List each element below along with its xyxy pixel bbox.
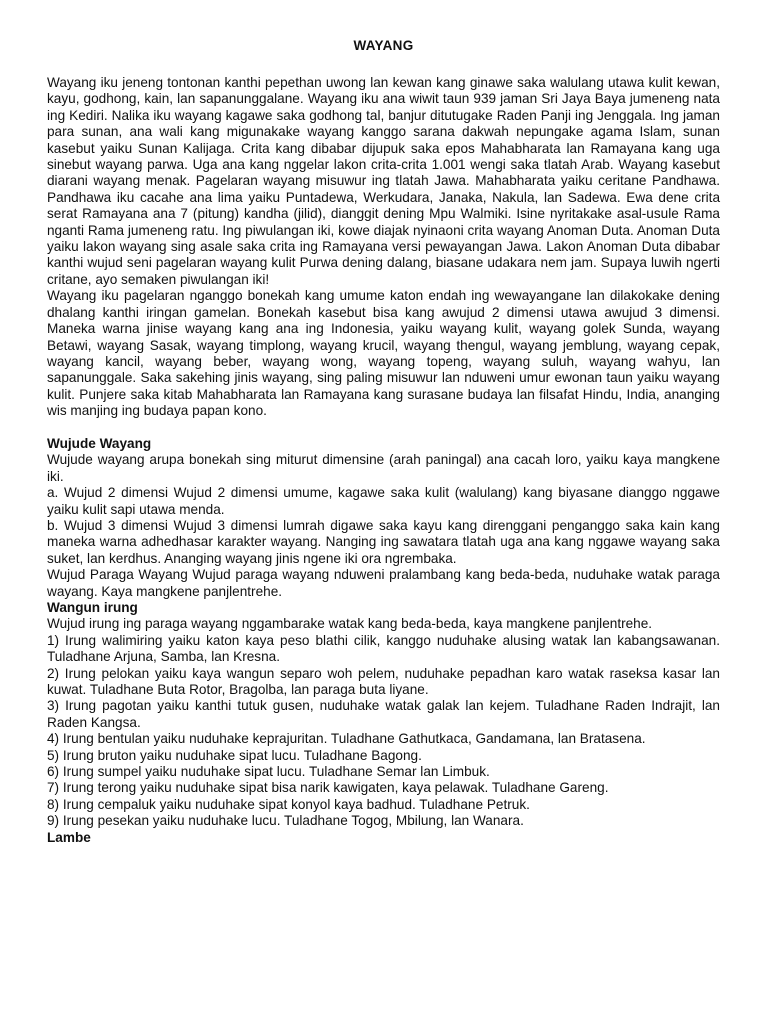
list-item: 1) Irung walimiring yaiku katon kaya peso blathi cilik, kanggo nuduhake alusing watak lan kabangsawanan. Tuladhane Arjuna, Samba, lan Kresna. xyxy=(47,632,720,665)
paragraph-wujude-a: a. Wujud 2 dimensi Wujud 2 dimensi umume, kagawe saka kulit (walulang) kang biyasane dianggo nggawe yaiku kulit sapi utawa menda. xyxy=(47,485,720,517)
paragraph-wujude-b: b. Wujud 3 dimensi Wujud 3 dimensi lumrah digawe saka kayu kang direnggani penganggo saka kain kang maneka warna adhedhasar karakter wayang. Nanging ing sawatara tlatah uga ana kang nggawe wayang saka suket, lan kerdhus. Ananging wayang jinis ngene iki ora ngrembaka. xyxy=(47,517,720,566)
blank-line xyxy=(47,420,720,436)
paragraph-wujude-intro: Wujude wayang arupa bonekah sing miturut dimensine (arah paningal) ana cacah loro, yaiku kaya mangkene iki. xyxy=(47,452,720,484)
list-item: 6) Irung sumpel yaiku nuduhake sipat lucu. Tuladhane Semar lan Limbuk. xyxy=(47,764,490,780)
paragraph-irung-intro: Wujud irung ing paraga wayang nggambarake watak kang beda-beda, kaya mangkene panjlentrehe. xyxy=(47,616,653,632)
list-item: 8) Irung cempaluk yaiku nuduhake sipat konyol kaya badhud. Tuladhane Petruk. xyxy=(47,796,530,812)
list-item: 2) Irung pelokan yaiku kaya wangun separo woh pelem, nuduhake pepadhan karo watak raseksa kasar lan kuwat. Tuladhane Buta Rotor, Bragolba, lan paraga buta liyane. xyxy=(47,665,720,698)
heading-lambe: Lambe xyxy=(47,829,91,845)
list-item: 5) Irung bruton yaiku nuduhake sipat lucu. Tuladhane Bagong. xyxy=(47,747,422,763)
heading-wangun-irung: Wangun irung xyxy=(47,599,138,615)
list-item: 7) Irung terong yaiku nuduhake sipat bisa narik kawigaten, kaya pelawak. Tuladhane Gareng. xyxy=(47,780,609,796)
paragraph-pagelaran: Wayang iku pagelaran nganggo bonekah kang umume katon endah ing wewayangane lan dilakokake dening dhalang kanthi iringan gamelan. Bonekah kasebut bisa kang awujud 2 dimensi utawa awujud 3 dimensi. Maneka warna jinise wayang kang ana ing Indonesia, yaiku wayang kulit, wayang golek Sunda, wayang Betawi, wayang Sasak, wayang timplong, wayang krucil, wayang thengul, wayang jemblung, wayang cepak, wayang kancil, wayang beber, wayang wong, wayang topeng, wayang suluh, wayang wahyu, lan sapanunggale. Saka sakehing jinis wayang, sing paling misuwur lan nduweni umur ewonan taun yaiku wayang kulit. Punjere saka kitab Mahabharata lan Ramayana kang surasane budaya lan filsafat Hindu, India, ananging wis manjing ing budaya papan kono. xyxy=(47,288,720,419)
list-item: 9) Irung pesekan yaiku nuduhake lucu. Tuladhane Togog, Mbilung, lan Wanara. xyxy=(47,813,524,829)
document-title: WAYANG xyxy=(353,38,414,53)
paragraph-wujud-paraga: Wujud Paraga Wayang Wujud paraga wayang nduweni pralambang kang beda-beda, nuduhake watak paraga wayang. Kaya mangkene panjlentrehe. xyxy=(47,567,720,599)
paragraph-intro: Wayang iku jeneng tontonan kanthi pepethan uwong lan kewan kang ginawe saka walulang utawa kulit kewan, kayu, godhong, kain, lan sapanunggalane. Wayang iku ana wiwit taun 939 jaman Sri Jaya Baya jumeneng nata ing Kediri. Nalika iku wayang kagawe saka godhong tal, banjur ditutugake Raden Panji ing Jenggala. Ing jaman para sunan, ana wali kang migunakake wayang kanggo sarana dakwah nepungake agama Islam, sunan kasebut yaiku Sunan Kalijaga. Crita kang dibabar dijupuk saka epos Mahabharata lan Ramayana kang uga sinebut wayang parwa. Uga ana kang nggelar lakon crita-crita 1.001 wengi saka tlatah Arab. Wayang kasebut diarani wayang menak. Pagelaran wayang misuwur ing tlatah Jawa. Mahabharata yaiku ceritane Pandhawa. Pandhawa iku cacahe ana lima yaiku Puntadewa, Werkudara, Janaka, Nakula, lan Sadewa. Ewa dene crita serat Ramayana ana 7 (pitung) kandha (jilid), dianggit dening Mpu Walmiki. Isine nyritakake asal-usule Rama nganti Rama jumeneng ratu. Ing piwulangan iki, kowe diajak nyinaoni crita wayang Anoman Duta. Anoman Duta yaiku lakon wayang sing asale saka crita ing Ramayana versi pewayangan Jawa. Lakon Anoman Duta dibabar kanthi wujud seni pagelaran wayang kulit Purwa dening dalang, biasane udakara nem jam. Supaya luwih ngerti critane, ayo semaken piwulangan iki! xyxy=(47,75,720,287)
list-item: 4) Irung bentulan yaiku nuduhake keprajuritan. Tuladhane Gathutkaca, Gandamana, lan Bratasena. xyxy=(47,731,646,747)
heading-wujude-wayang: Wujude Wayang xyxy=(47,435,152,451)
list-item: 3) Irung pagotan yaiku kanthi tutuk gusen, nuduhake watak galak lan kejem. Tuladhane Raden Indrajit, lan Raden Kangsa. xyxy=(47,698,720,730)
